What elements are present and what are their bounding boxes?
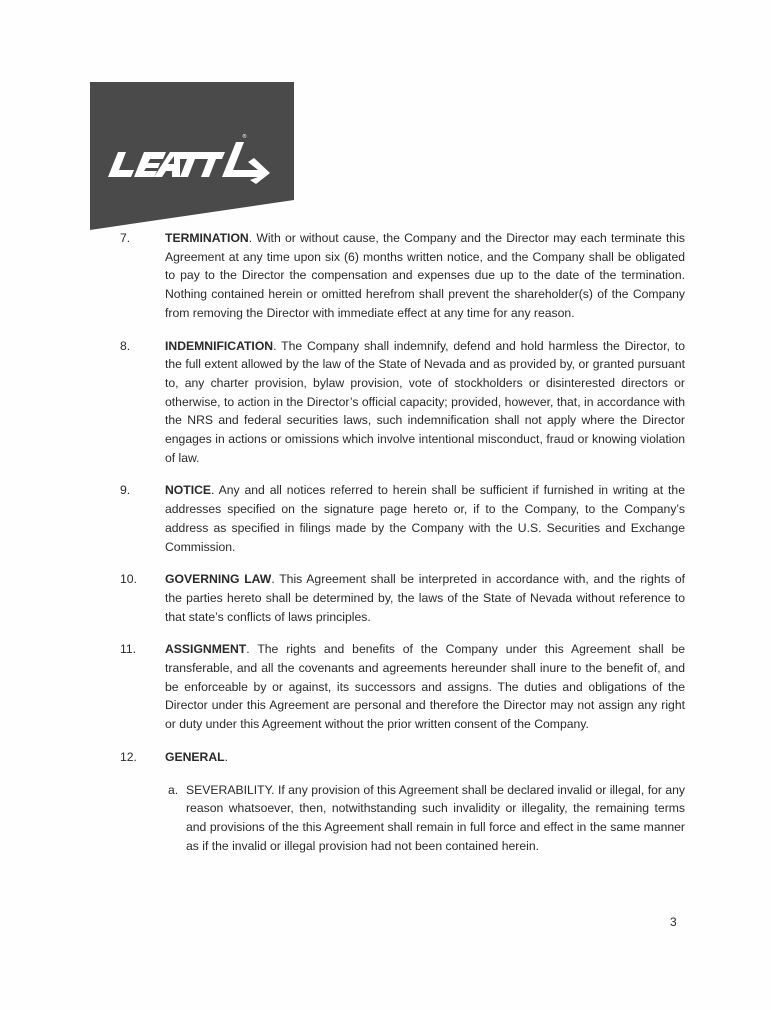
section-number: 12.: [120, 749, 137, 764]
section-text: . Any and all notices referred to herein shall be sufficient if furnished in writing at the addresses specified on the signature page hereto or, if to the Company, to the Company’s address as specified in filings made by the Company with the U.S. Securities and Exchange Commission.: [165, 483, 685, 554]
section-heading: ASSIGNMENT: [165, 642, 247, 657]
section-heading: GENERAL: [165, 749, 225, 764]
section-number: 9.: [120, 483, 131, 498]
section-12: [120, 748, 685, 767]
section-8: [120, 337, 685, 468]
section-number: 8.: [120, 338, 131, 353]
section-text: . The rights and benefits of the Company under this Agreement shall be transferable, and all the covenants and agreements hereunder shall inure to the benefit of, and be enforceable by or against, its successors and assigns. The duties and obligations of the Director under this Agreement are personal and therefore the Director may not assign any right or duty under this Agreement without the prior written consent of the Company.: [165, 642, 685, 732]
section-heading: TERMINATION: [165, 231, 249, 245]
section-number: 10.: [120, 572, 137, 587]
leatt-logo-icon: [90, 82, 294, 230]
section-text: . This Agreement shall be interpreted in accordance with, and the rights of the parties hereto shall be determined by, the laws of the State of Nevada without reference to that state’s conflicts of laws principles.: [165, 572, 686, 624]
section-number: 7.: [120, 231, 131, 245]
section-heading: GOVERNING LAW: [165, 572, 272, 587]
section-9: [120, 481, 685, 556]
section-text: . The Company shall indemnify, defend and hold harmless the Director, to the full extent allowed by the law of the State of Nevada and as provided by, or granted pursuant to, any charter provision, bylaw provision, vote of stockholders or disinterested directors or otherwise, to action in the Director’s official capacity; provided, however, that, in accordance with the NRS and federal securities laws, such indemnification shall not apply where the Director engages in actions or omissions which involve intentional misconduct, fraud or knowing violation of law.: [165, 338, 685, 465]
section-10: [120, 570, 685, 626]
section-text: . With or without cause, the Company and the Director may each terminate this Agreement at any time upon six (6) months written notice, and the Company shall be obligated to pay to the Director the compensation and expenses due up to the date of the termination. Nothing contained herein or omitted herefrom shall prevent the shareholder(s) of the Company from removing the Director with immediate effect at any time for any reason.: [165, 231, 685, 320]
section-11: [120, 640, 685, 734]
subsection-letter: a.: [168, 782, 179, 797]
leatt-logo: [90, 82, 294, 230]
section-number: 11.: [120, 642, 137, 657]
section-heading: INDEMNIFICATION: [165, 338, 274, 353]
section-text: .: [224, 749, 228, 764]
page-number: 3: [670, 915, 677, 929]
section-heading: NOTICE: [165, 483, 212, 498]
document-body: [120, 229, 685, 855]
subsection-text: SEVERABILITY. If any provision of this Agreement shall be declared invalid or illegal, for any reason whatsoever, then, notwithstanding such invalidity or illegality, the remaining terms and provisions of the this Agreement shall remain in full force and effect in the same manner as if the invalid or illegal provision had not been contained herein.: [186, 782, 685, 853]
svg-text:®: ®: [242, 134, 247, 140]
section-7: [120, 229, 685, 323]
subsection-a-severability: [165, 781, 685, 856]
